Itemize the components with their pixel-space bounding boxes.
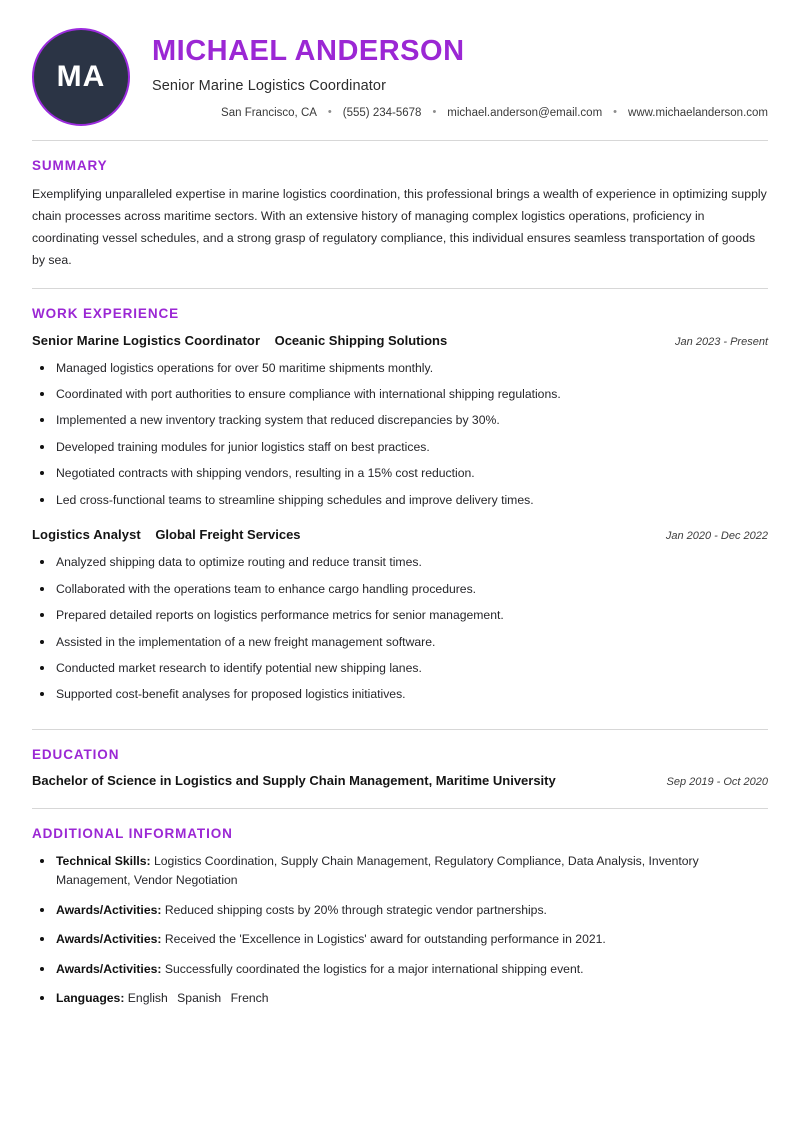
language-value: English (127, 991, 168, 1006)
separator-dot-icon: • (327, 106, 332, 119)
list-item (36, 960, 768, 980)
list-item: Analyzed shipping data to optimize routing and reduce transit times. (36, 553, 768, 572)
list-item: Implemented a new inventory tracking system that reduced discrepancies by 30%. (36, 411, 768, 430)
experience-item-header (32, 332, 768, 350)
additional-list (32, 852, 768, 1009)
list-item: Prepared detailed reports on logistics performance metrics for senior management. (36, 606, 768, 625)
section-education (32, 730, 768, 808)
additional-value: Reduced shipping costs by 20% through strategic vendor partnerships. (164, 902, 547, 917)
summary-text: Exemplifying unparalleled expertise in marine logistics coordination, this professional brings a wealth of experience in optimizing supply chain processes across maritime sectors. With an extensive history of managing complex logistics operations, proficiency in coordinating vessel schedules, and a strong grasp of regulatory compliance, this individual ensures seamless transportation of goods by sea. (32, 187, 767, 267)
separator-dot-icon: • (613, 106, 618, 119)
section-title-summary: SUMMARY (32, 158, 108, 173)
additional-label: Awards/Activities: (56, 932, 162, 947)
page-title: MICHAEL ANDERSON (152, 35, 465, 67)
experience-role: Logistics Analyst (32, 527, 141, 543)
list-item: Negotiated contracts with shipping vendors, resulting in a 15% cost reduction. (36, 464, 768, 483)
experience-company: Oceanic Shipping Solutions (274, 332, 448, 348)
additional-label: Awards/Activities: (56, 961, 162, 976)
experience-item-header (32, 526, 768, 544)
experience-dates: Jan 2023 - Present (675, 335, 768, 348)
header-main (152, 26, 768, 119)
contact-email[interactable]: michael.anderson@email.com (447, 106, 603, 119)
list-item (36, 901, 768, 921)
experience-bullets (32, 359, 768, 510)
additional-value: Received the 'Excellence in Logistics' award for outstanding performance in 2021. (164, 932, 606, 947)
experience-list (32, 332, 768, 729)
language-value: French (230, 991, 269, 1006)
education-item (32, 773, 768, 808)
list-item (36, 930, 768, 950)
resume-header (32, 26, 768, 140)
experience-role-company (32, 332, 447, 350)
additional-label: Awards/Activities: (56, 902, 162, 917)
education-dates: Sep 2019 - Oct 2020 (666, 775, 768, 788)
experience-role: Senior Marine Logistics Coordinator (32, 332, 261, 348)
separator-dot-icon: • (432, 106, 437, 119)
additional-value: Logistics Coordination, Supply Chain Management, Regulatory Compliance, Data Analysis, Inventory Management, Vendor Negotiation (56, 853, 699, 888)
avatar (32, 28, 130, 126)
experience-role-company (32, 526, 301, 544)
experience-item (32, 332, 768, 510)
list-item: Developed training modules for junior logistics staff on best practices. (36, 438, 768, 457)
list-item: Managed logistics operations for over 50 maritime shipments monthly. (36, 359, 768, 378)
list-item: Supported cost-benefit analyses for proposed logistics initiatives. (36, 685, 768, 704)
section-work-experience (32, 289, 768, 729)
additional-value: Successfully coordinated the logistics for a major international shipping event. (164, 961, 584, 976)
experience-bullets (32, 553, 768, 704)
section-additional-information (32, 809, 768, 1009)
education-degree: Bachelor of Science in Logistics and Supply Chain Management, Maritime University (32, 772, 556, 788)
list-item (36, 852, 768, 891)
contact-row (152, 107, 768, 119)
section-summary (32, 141, 768, 288)
language-value: Spanish (177, 991, 222, 1006)
list-item: Collaborated with the operations team to enhance cargo handling procedures. (36, 580, 768, 599)
job-title: Senior Marine Logistics Coordinator (152, 77, 386, 94)
experience-item (32, 526, 768, 704)
contact-website[interactable]: www.michaelanderson.com (628, 106, 768, 119)
experience-company: Global Freight Services (155, 527, 301, 543)
list-item: Coordinated with port authorities to ensure compliance with international shipping regulations. (36, 385, 768, 404)
list-item: Conducted market research to identify potential new shipping lanes. (36, 659, 768, 678)
additional-label: Technical Skills: (56, 853, 151, 868)
list-item-languages (36, 989, 768, 1009)
languages-label: Languages: (56, 991, 125, 1006)
section-title-additional-information: ADDITIONAL INFORMATION (32, 825, 233, 841)
list-item: Assisted in the implementation of a new freight management software. (36, 633, 768, 652)
contact-location: San Francisco, CA (221, 106, 317, 119)
list-item: Led cross-functional teams to streamline shipping schedules and improve delivery times. (36, 491, 768, 510)
section-title-education: EDUCATION (32, 746, 120, 762)
avatar-initials: MA (56, 60, 106, 93)
contact-phone[interactable]: (555) 234-5678 (342, 106, 422, 119)
section-title-work-experience: WORK EXPERIENCE (32, 305, 180, 321)
experience-dates: Jan 2020 - Dec 2022 (665, 530, 768, 543)
